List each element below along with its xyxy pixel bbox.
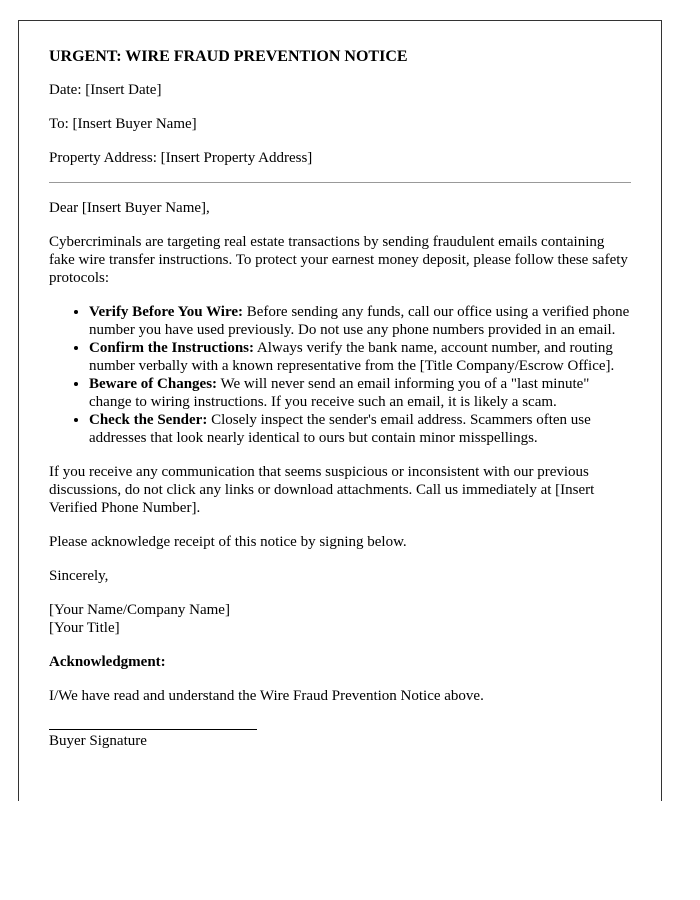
- acknowledge-request: Please acknowledge receipt of this notice by signing below.: [49, 534, 407, 550]
- intro-paragraph: Cybercriminals are targeting real estate transactions by sending fraudulent emails containing fake wire transfer instructions. To protect your earnest money deposit, please follow these safety protocols:: [49, 234, 628, 286]
- acknowledgment-statement: I/We have read and understand the Wire Fraud Prevention Notice above.: [49, 688, 484, 704]
- protocol-item-text: Always verify the bank name, account number, and routing number verbally with a known representative from the [Title Company/Escrow Office].: [89, 340, 615, 374]
- sender-title: [Your Title]: [49, 620, 120, 636]
- greeting: Dear [Insert Buyer Name],: [49, 200, 210, 216]
- sender-block: [49, 601, 631, 637]
- warning-paragraph: If you receive any communication that seems suspicious or inconsistent with our previous discussions, do not click any links or download attachments. Call us immediately at [Insert Verified Phone Number].: [49, 464, 595, 516]
- header-divider: [49, 182, 631, 183]
- recipient-line: To: [Insert Buyer Name]: [49, 116, 197, 132]
- protocol-item-title: Confirm the Instructions:: [89, 340, 254, 356]
- date-line: Date: [Insert Date]: [49, 82, 162, 98]
- signature-label: Buyer Signature: [49, 733, 147, 749]
- signature-line[interactable]: [49, 729, 257, 730]
- protocol-item: [89, 303, 631, 339]
- sender-name: [Your Name/Company Name]: [49, 602, 230, 618]
- safety-protocol-list: [49, 303, 631, 447]
- protocol-item-text: Before sending any funds, call our office using a verified phone number you have used previously. Do not use any phone numbers provided in an email.: [89, 304, 630, 338]
- notice-document: [18, 20, 662, 801]
- closing: Sincerely,: [49, 568, 109, 584]
- protocol-item-text: Closely inspect the sender's email address. Scammers often use addresses that look nearly identical to ours but contain minor misspellings.: [89, 412, 591, 446]
- protocol-item-title: Verify Before You Wire:: [89, 304, 244, 320]
- acknowledgment-heading: Acknowledgment:: [49, 654, 166, 670]
- protocol-item: [89, 375, 631, 411]
- protocol-item-title: Check the Sender:: [89, 412, 208, 428]
- protocol-item-title: Beware of Changes:: [89, 376, 218, 392]
- notice-title: URGENT: WIRE FRAUD PREVENTION NOTICE: [49, 48, 408, 65]
- property-address-line: Property Address: [Insert Property Address]: [49, 150, 313, 166]
- protocol-item-text: We will never send an email informing you of a "last minute" change to wiring instructions. If you receive such an email, it is likely a scam.: [89, 376, 590, 410]
- protocol-item: [89, 339, 631, 375]
- protocol-item: [89, 411, 631, 447]
